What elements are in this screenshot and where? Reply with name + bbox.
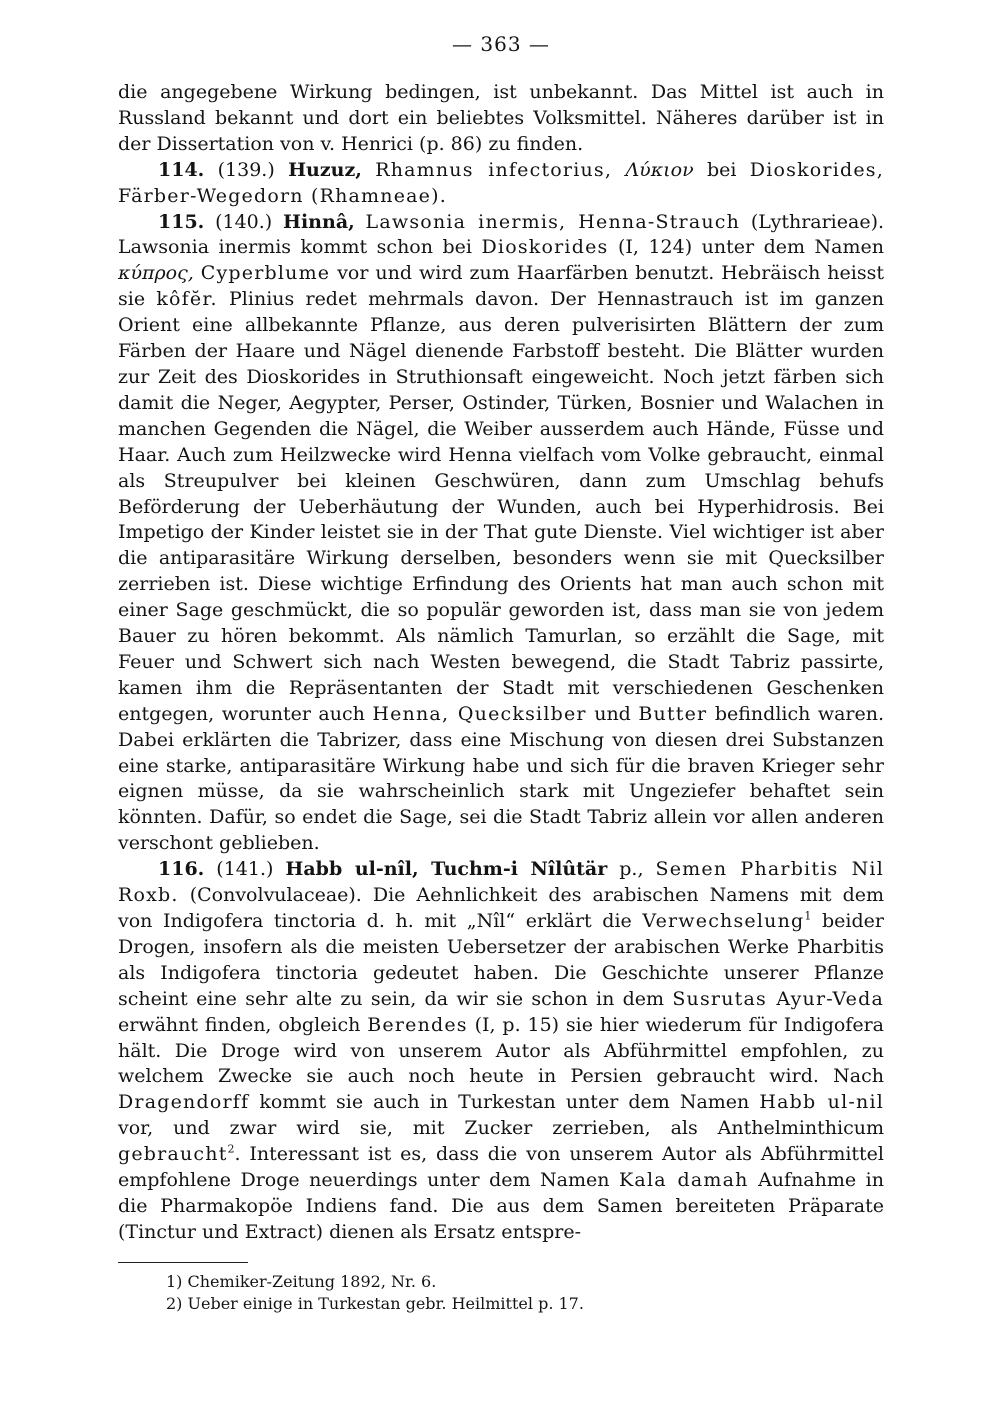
entry-name: Huzuz, — [288, 158, 362, 181]
entry-number: 116. — [158, 858, 205, 881]
entry-text: und — [594, 702, 631, 725]
entry-115 — [118, 210, 884, 858]
entry-text: Färber-Wegedorn (Rhamneae). — [118, 184, 447, 207]
entry-text: Aufnahme in die Pharmakopöe Indiens fand. Die aus dem Samen bereiteten Präparate (Tinctur und Extract) dienen als Ersatz entspre- — [118, 1169, 884, 1243]
emphasis-term: Verwechselung — [642, 910, 805, 932]
entry-ref: (141.) — [216, 858, 274, 881]
entry-ref: (139.) — [217, 158, 275, 181]
paragraph-intro: die angegebene Wirkung bedingen, ist unbekannt. Das Mittel ist auch in Russland bekannt und dort ein beliebtes Volksmittel. Näheres darüber ist in der Dissertation von v. Henrici (p. 86) zu finden. — [118, 81, 884, 155]
emphasis-term: Susrutas Ayur-Veda — [672, 987, 884, 1010]
footnote: 2) Ueber einige in Turkestan gebr. Heilmittel p. 17. — [166, 1293, 584, 1313]
entry-114 — [118, 158, 884, 210]
footnote-divider — [118, 1262, 248, 1263]
entry-text: (I, 124) unter dem Namen — [617, 236, 884, 259]
author-name: Berendes — [367, 1013, 468, 1036]
emphasis-term: Cyperblume — [200, 262, 331, 285]
entry-text: kommt sie auch in Turkestan unter dem Namen — [259, 1091, 750, 1114]
emphasis-term: Butter — [638, 702, 708, 725]
entry-text: vor und wird zum Haarfärben benutzt. Hebräisch heisst sie — [118, 262, 884, 311]
latin-name: Semen Pharbitis Nil Roxb. — [118, 858, 884, 907]
entry-number: 114. — [158, 158, 205, 181]
page-number: — 363 — — [452, 32, 550, 56]
entry-text: vor, und zwar wird sie, mit Zucker zerrieben, als Anthelminthicum — [118, 1117, 884, 1140]
footnotes — [118, 1271, 884, 1315]
page — [118, 30, 884, 1315]
author-name: Dragendorff — [118, 1091, 250, 1114]
entry-name: Hinnâ, — [283, 210, 355, 233]
emphasis-term: Henna, Quecksilber — [372, 702, 587, 725]
emphasis-term: gebraucht — [118, 1143, 228, 1166]
entry-text: befindlich waren. Dabei erklärten die Tabrizer, dass eine Mischung von diesen drei Substanzen eine starke, antiparasitäre Wirkung habe und sich für die braven Krieger sehr eignen müsse, da sie wahrscheinlich stark mit Ungeziefer behaftet sein könnten. Dafür, so endet die Sage, sei die Stadt Tabriz allein vor allen anderen verschont geblieben. — [118, 702, 885, 855]
author-name: Dioskorides, — [749, 158, 884, 181]
footnote-marker: 2 — [227, 1142, 235, 1156]
entry-text: (I, p. 15) sie hier wiederum für Indigofera hält. Die Droge wird von unserem Autor als Abführmittel empfohlen, zu welchem Zwecke sie auch noch heute in Persien gebraucht wird. Nach — [118, 1013, 884, 1088]
latin-name: Rhamnus infectorius, — [375, 158, 613, 181]
greek-name: κύπρος, — [118, 262, 194, 285]
emphasis-term: kôfĕr. — [156, 288, 218, 311]
emphasis-term: Kala damah — [619, 1169, 749, 1192]
greek-name: Λύκιον — [625, 158, 694, 181]
entry-text: erwähnt finden, obgleich — [118, 1013, 361, 1036]
entry-text: (Convolvulaceae). Die Aehnlichkeit des arabischen Namens mit dem von Indigofera tinctoria d. h. mit „Nîl“ erklärt die — [118, 884, 884, 932]
entry-116 — [118, 857, 884, 1246]
entry-text: beider Drogen, insofern als die meisten Uebersetzer der arabischen Werke Pharbitis als Indigofera tinctoria gedeutet haben. Die Geschichte unserer Pflanze scheint eine sehr alte zu sein, da wir sie schon in dem — [118, 910, 884, 1010]
entry-number: 115. — [158, 210, 205, 233]
emphasis-term: Habb ul-nil — [759, 1091, 884, 1114]
latin-name: Lawsonia inermis, Henna-Strauch — [365, 210, 741, 233]
entry-text: p., — [619, 858, 644, 881]
entry-ref: (140.) — [215, 210, 273, 233]
entry-name: Habb ul-nîl, Tuchm-i Nîlûtär — [285, 858, 608, 881]
author-name: Dioskorides — [481, 236, 609, 259]
footnote-marker: 1 — [804, 909, 812, 923]
entry-text: Plinius redet mehrmals davon. Der Hennastrauch ist im ganzen Orient eine allbekannte Pflanze, aus deren pulverisirten Blättern der zum Färben der Haare und Nägel dienende Farbstoff besteht. Die Blätter wurden zur Zeit des Dioskorides in Struthionsaft eingeweicht. Noch jetzt färben sich damit die Neger, Aegypter, Perser, Ostinder, Türken, Bosnier und Walachen in manchen Gegenden die Nägel, die Weiber ausserdem auch Hände, Füsse und Haar. Auch zum Heilzwecke wird Henna vielfach vom Volke gebraucht, einmal als Streupulver bei kleinen Geschwüren, dann zum Umschlag behufs Beförderung der Ueberhäutung der Wunden, auch bei Hyperhidrosis. Bei Impetigo der Kinder leistet sie in der That gute Dienste. Viel wichtiger ist aber die antiparasitäre Wirkung derselben, besonders wenn sie mit Quecksilber zerrieben ist. Diese wichtige Erfindung des Orients hat man auch schon mit einer Sage geschmückt, die so populär geworden ist, dass man sie von jedem Bauer zu hören bekommt. Als nämlich Tamurlan, so erzählt die Sage, mit Feuer und Schwert sich nach Westen bewegend, die Stadt Tabriz passirte, kamen ihm die Repräsentanten der Stadt mit verschiedenen Geschenken entgegen, worunter auch — [118, 288, 884, 725]
footnote: 1) Chemiker-Zeitung 1892, Nr. 6. — [166, 1271, 437, 1291]
entry-text: . Interessant ist es, dass die von unserem Autor als Abführmittel empfohlene Droge neuerdings unter dem Namen — [118, 1143, 884, 1192]
entry-text: (Lythrarieae). Lawsonia inermis kommt schon bei — [118, 210, 885, 259]
entry-text: bei — [706, 158, 737, 181]
